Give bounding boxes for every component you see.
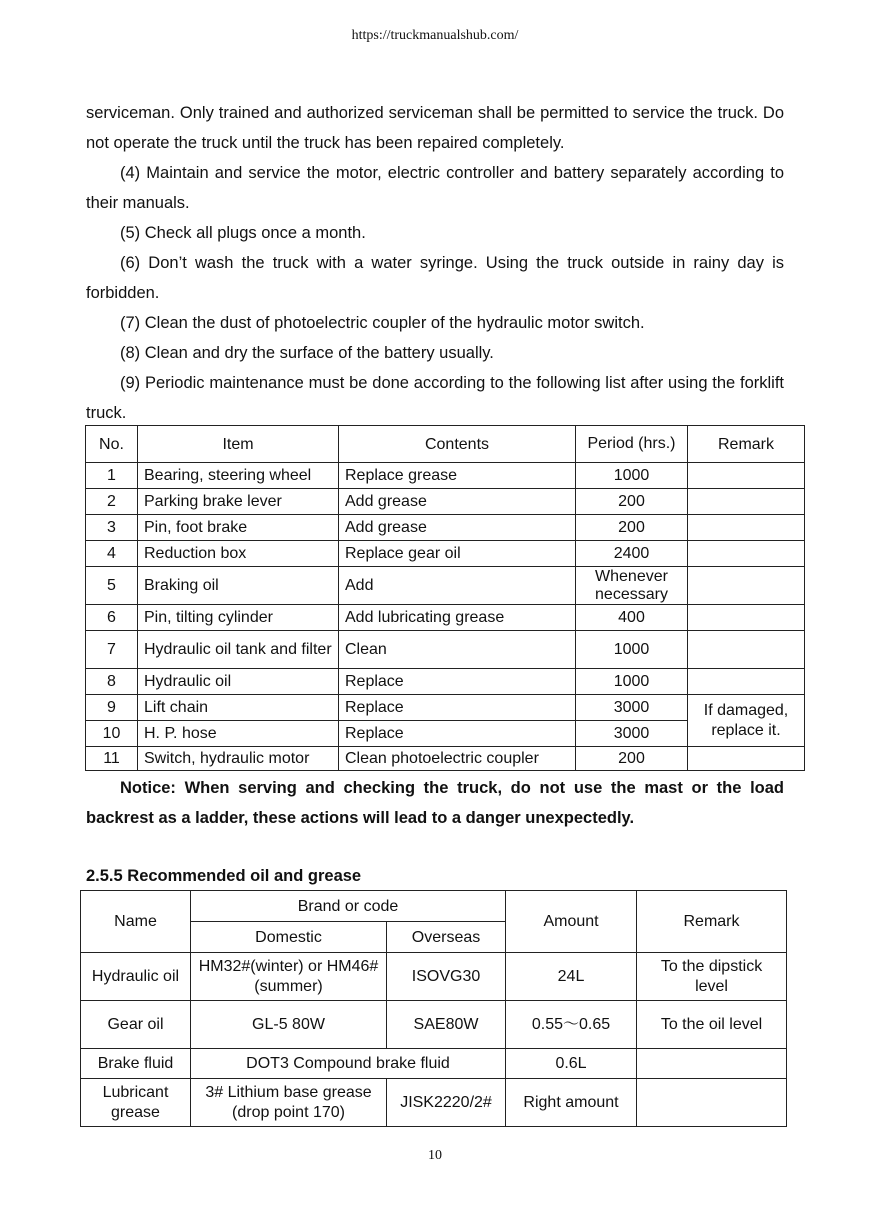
oil-remark: To the dipstick level — [637, 953, 787, 1001]
oil-grease-table — [80, 890, 787, 1127]
row-period: 200 — [576, 747, 688, 771]
notice: Notice: When serving and checking the truck, do not use the mast or the load backrest as a ladder, these actions will lead to a danger unexpectedly. — [86, 779, 784, 827]
row-no: 2 — [86, 489, 138, 515]
row-item: H. P. hose — [138, 721, 339, 747]
oil-name: Lubricant grease — [81, 1079, 191, 1127]
row-item: Hydraulic oil tank and filter — [138, 631, 339, 669]
row-remark — [688, 747, 805, 771]
oil-domestic: HM32#(winter) or HM46#(summer) — [191, 953, 387, 1001]
row-no: 6 — [86, 605, 138, 631]
table-row — [81, 1001, 787, 1049]
page-number: 10 — [428, 1148, 442, 1163]
row-contents: Replace — [339, 721, 576, 747]
table-row — [81, 1079, 787, 1127]
header-domestic: Domestic — [191, 922, 387, 953]
maintenance-table — [85, 425, 805, 771]
row-no: 9 — [86, 695, 138, 721]
oil-brand-combined: DOT3 Compound brake fluid — [191, 1049, 506, 1079]
table-row — [86, 669, 805, 695]
row-no: 11 — [86, 747, 138, 771]
row-period: 3000 — [576, 721, 688, 747]
table-row — [81, 1049, 787, 1079]
paragraph-item-5: (5) Check all plugs once a month. — [120, 224, 366, 242]
maintenance-header-row — [86, 426, 805, 463]
oil-name: Brake fluid — [81, 1049, 191, 1079]
row-remark — [688, 515, 805, 541]
table-row — [86, 605, 805, 631]
oil-domestic: GL-5 80W — [191, 1001, 387, 1049]
row-no: 1 — [86, 463, 138, 489]
table-row — [86, 541, 805, 567]
oil-header-row — [81, 891, 787, 922]
oil-name: Hydraulic oil — [81, 953, 191, 1001]
oil-overseas: ISOVG30 — [387, 953, 506, 1001]
row-item: Lift chain — [138, 695, 339, 721]
row-no: 5 — [86, 567, 138, 605]
row-remark — [688, 567, 805, 605]
row-item: Pin, tilting cylinder — [138, 605, 339, 631]
row-contents: Add grease — [339, 489, 576, 515]
row-item: Braking oil — [138, 567, 339, 605]
row-item: Switch, hydraulic motor — [138, 747, 339, 771]
table-row — [86, 515, 805, 541]
paragraph-item-9: (9) Periodic maintenance must be done according to the following list after using the forklift truck. — [86, 374, 784, 422]
table-row — [86, 631, 805, 669]
oil-amount: Right amount — [506, 1079, 637, 1127]
oil-overseas: SAE80W — [387, 1001, 506, 1049]
row-contents: Replace — [339, 669, 576, 695]
row-no: 8 — [86, 669, 138, 695]
row-remark — [688, 605, 805, 631]
oil-name: Gear oil — [81, 1001, 191, 1049]
row-contents: Replace grease — [339, 463, 576, 489]
oil-overseas: JISK2220/2# — [387, 1079, 506, 1127]
header-contents: Contents — [339, 426, 576, 463]
row-no: 4 — [86, 541, 138, 567]
header-amount: Amount — [506, 891, 637, 953]
row-period: 1000 — [576, 463, 688, 489]
row-remark — [688, 489, 805, 515]
table-row — [86, 695, 805, 721]
row-remark — [688, 541, 805, 567]
paragraph-item-7: (7) Clean the dust of photoelectric coupler of the hydraulic motor switch. — [120, 314, 645, 332]
row-contents: Add — [339, 567, 576, 605]
row-period: Whenever necessary — [576, 567, 688, 605]
row-contents: Clean — [339, 631, 576, 669]
oil-amount: 24L — [506, 953, 637, 1001]
header-name: Name — [81, 891, 191, 953]
header-remark: Remark — [637, 891, 787, 953]
oil-remark — [637, 1079, 787, 1127]
row-no: 7 — [86, 631, 138, 669]
paragraph-item-4: (4) Maintain and service the motor, electric controller and battery separately according to their manuals. — [86, 164, 784, 212]
paragraph-continued: serviceman. Only trained and authorized serviceman shall be permitted to service the truck. Do not operate the truck until the truck has been repaired completely. — [86, 104, 784, 152]
remark-damaged: If damaged, replace it. — [688, 695, 805, 747]
row-period: 1000 — [576, 669, 688, 695]
header-overseas: Overseas — [387, 922, 506, 953]
row-contents: Replace — [339, 695, 576, 721]
row-period: 400 — [576, 605, 688, 631]
row-period: 3000 — [576, 695, 688, 721]
row-item: Pin, foot brake — [138, 515, 339, 541]
oil-remark — [637, 1049, 787, 1079]
row-contents: Add lubricating grease — [339, 605, 576, 631]
section-title: 2.5.5 Recommended oil and grease — [86, 867, 362, 885]
row-no: 3 — [86, 515, 138, 541]
row-contents: Replace gear oil — [339, 541, 576, 567]
header-item: Item — [138, 426, 339, 463]
row-contents: Add grease — [339, 515, 576, 541]
row-remark — [688, 669, 805, 695]
table-row — [81, 953, 787, 1001]
header-brand: Brand or code — [191, 891, 506, 922]
row-period: 200 — [576, 515, 688, 541]
row-item: Reduction box — [138, 541, 339, 567]
row-remark — [688, 631, 805, 669]
row-period: 1000 — [576, 631, 688, 669]
header-remark: Remark — [688, 426, 805, 463]
row-remark — [688, 463, 805, 489]
row-item: Parking brake lever — [138, 489, 339, 515]
oil-domestic: 3# Lithium base grease (drop point 170) — [191, 1079, 387, 1127]
paragraph-item-6: (6) Don’t wash the truck with a water syringe. Using the truck outside in rainy day is forbidden. — [86, 254, 784, 302]
row-contents: Clean photoelectric coupler — [339, 747, 576, 771]
oil-remark: To the oil level — [637, 1001, 787, 1049]
table-row — [86, 747, 805, 771]
table-row — [86, 489, 805, 515]
oil-amount: 0.6L — [506, 1049, 637, 1079]
header-period: Period (hrs.) — [576, 426, 688, 463]
header-no: No. — [86, 426, 138, 463]
table-row — [86, 463, 805, 489]
row-item: Hydraulic oil — [138, 669, 339, 695]
row-no: 10 — [86, 721, 138, 747]
row-period: 2400 — [576, 541, 688, 567]
row-period: 200 — [576, 489, 688, 515]
table-row — [86, 567, 805, 605]
paragraph-item-8: (8) Clean and dry the surface of the battery usually. — [120, 344, 494, 362]
oil-amount: 0.55～0.65 — [506, 1001, 637, 1049]
row-item: Bearing, steering wheel — [138, 463, 339, 489]
header-url: https://truckmanualshub.com/ — [351, 28, 519, 43]
